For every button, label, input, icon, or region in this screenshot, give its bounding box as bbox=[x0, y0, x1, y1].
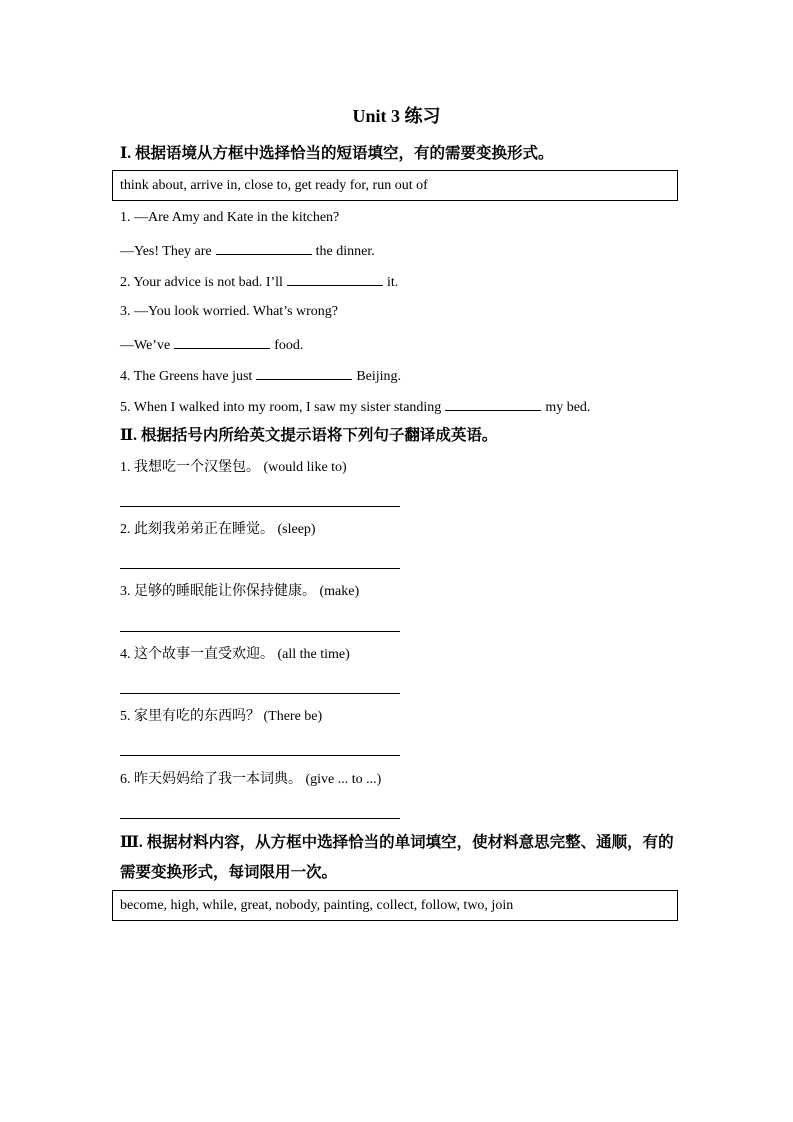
answer-blank[interactable] bbox=[174, 334, 270, 349]
answer-line[interactable] bbox=[120, 506, 400, 507]
translation-item: 3. 足够的睡眠能让你保持健康。 (make) bbox=[120, 584, 360, 599]
translation-item: 6. 昨天妈妈给了我一本词典。 (give ... to ...) bbox=[120, 772, 382, 787]
answer-blank[interactable] bbox=[445, 396, 541, 411]
answer-line[interactable] bbox=[120, 693, 400, 694]
translation-item: 4. 这个故事一直受欢迎。 (all the time) bbox=[120, 647, 350, 662]
translation-item: 5. 家里有吃的东西吗？ (There be) bbox=[120, 709, 323, 724]
answer-blank[interactable] bbox=[256, 365, 352, 380]
page-title: Unit 3 练习 bbox=[352, 106, 441, 126]
answer-line[interactable] bbox=[120, 818, 400, 819]
section-2-heading: Ⅱ. 根据括号内所给英文提示语将下列句子翻译成英语。 bbox=[120, 427, 498, 444]
exercise-line: 5. When I walked into my room, I saw my sister standing my bed. bbox=[120, 396, 590, 418]
exercise-line: 4. The Greens have just Beijing. bbox=[120, 365, 401, 387]
answer-line[interactable] bbox=[120, 568, 400, 569]
exercise-line: —We’ve food. bbox=[120, 334, 303, 356]
answer-blank[interactable] bbox=[287, 271, 383, 286]
section-1-word-box: think about, arrive in, close to, get ready for, run out of bbox=[112, 170, 678, 201]
exercise-line: 3. —You look worried. What’s wrong? bbox=[120, 304, 339, 319]
exercise-line: —Yes! They are the dinner. bbox=[120, 240, 375, 262]
section-3-word-box: become, high, while, great, nobody, painting, collect, follow, two, join bbox=[112, 890, 678, 921]
answer-line[interactable] bbox=[120, 755, 400, 756]
translation-item: 2. 此刻我弟弟正在睡觉。 (sleep) bbox=[120, 522, 316, 537]
exercise-line: 2. Your advice is not bad. I’ll it. bbox=[120, 271, 398, 293]
answer-line[interactable] bbox=[120, 631, 400, 632]
section-1-heading: Ⅰ. 根据语境从方框中选择恰当的短语填空，有的需要变换形式。 bbox=[120, 145, 554, 162]
answer-blank[interactable] bbox=[216, 240, 312, 255]
exercise-line: 1. —Are Amy and Kate in the kitchen? bbox=[120, 210, 340, 225]
translation-item: 1. 我想吃一个汉堡包。 (would like to) bbox=[120, 460, 347, 475]
section-3-heading: Ⅲ. 根据材料内容，从方框中选择恰当的单词填空，使材料意思完整、通顺，有的需要变换形式，每词限用一次。 bbox=[120, 834, 674, 881]
